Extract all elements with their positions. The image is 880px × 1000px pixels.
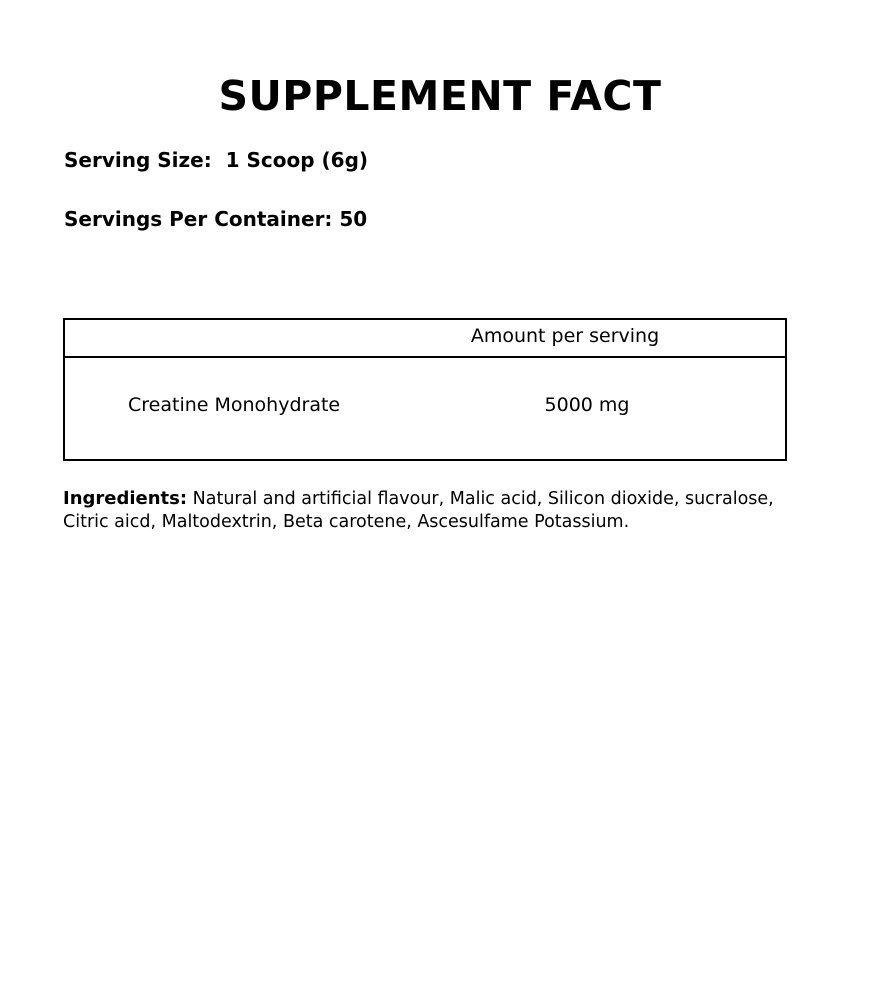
nutrient-name: Creatine Monohydrate: [128, 394, 341, 416]
supplement-facts-table: [63, 318, 787, 461]
table-row: [65, 358, 785, 459]
serving-size-text: Serving Size: 1 Scoop (6g): [64, 148, 369, 172]
page-title: SUPPLEMENT FACT: [218, 72, 662, 120]
ingredients-text: Natural and artificial flavour, Malic acid, Silicon dioxide, sucralose, Citric aicd, Maltodextrin, Beta carotene, Ascesulfame Potassium.: [63, 489, 774, 532]
table-header-row: [65, 320, 785, 358]
column-header-amount-per-serving: Amount per serving: [470, 325, 660, 347]
ingredients-label: Ingredients:: [63, 488, 188, 509]
nutrient-amount: 5000 mg: [544, 394, 630, 416]
ingredients-section: [63, 487, 775, 534]
table-body: [65, 358, 785, 459]
servings-per-container-text: Servings Per Container: 50: [64, 207, 368, 231]
